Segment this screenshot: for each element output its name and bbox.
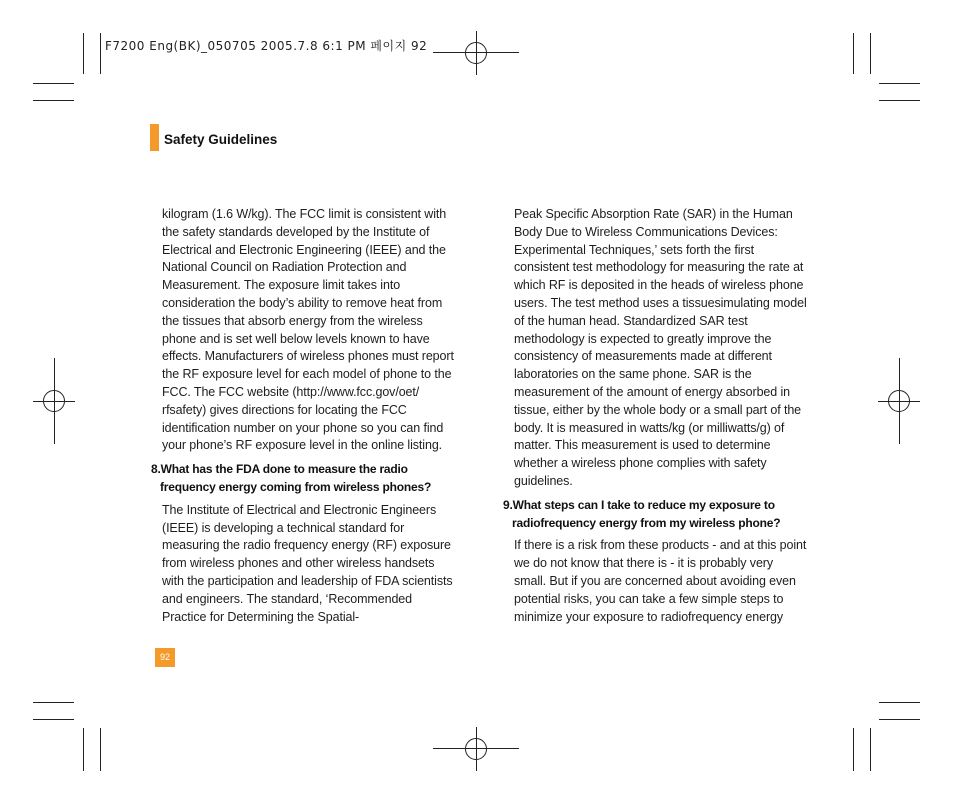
question-text: What has the FDA done to measure the radio: [160, 462, 408, 477]
section-accent-bar: [150, 124, 159, 151]
crop-mark: [33, 702, 74, 703]
crop-mark: [83, 33, 84, 74]
registration-mark-top: [433, 31, 519, 75]
question-number: 8.: [151, 462, 161, 477]
body-paragraph: If there is a risk from these products - and at this point we do not know that there is - it is probably very small. But if you are concerned about avoiding even potential risks, you can take a few simple steps to minimize your exposure to radiofrequency energy: [514, 538, 807, 624]
body-paragraph: Peak Specific Absorption Rate (SAR) in the Human Body Due to Wireless Communications Devices: Experimental Techniques,’ sets forth the first consistent test methodology for measuring the rate at which RF is deposited in the heads of wireless phone users. The test method uses a tissuesimulating model of the human head. Standardized SAR test methodology is expected to greatly improve the consistency of measurements made at different laboratories on the same phone. SAR is the measurement of the amount of energy absorbed in tissue, either by the whole body or a small part of the body. It is measured in watts/kg (or milliwatts/g) of matter. This measurement is used to determine whether a wireless phone complies with safety guidelines.: [514, 207, 807, 488]
question-text: radiofrequency energy from my wireless phone?: [512, 515, 781, 530]
registration-mark-bottom: [433, 727, 519, 771]
page-number-badge: 92: [155, 648, 175, 667]
crop-mark: [879, 100, 920, 101]
left-column: [151, 206, 456, 626]
crop-mark: [100, 33, 101, 74]
question-heading: [151, 461, 456, 497]
crop-mark: [33, 83, 74, 84]
body-paragraph: The Institute of Electrical and Electronic Engineers (IEEE) is developing a technical standard for measuring the radio frequency energy (RF) exposure from wireless phones and other wireless handsets with the participation and leadership of FDA scientists and engineers. The standard, ‘Recommended Practice for Determining the Spatial-: [162, 502, 453, 624]
crop-mark: [870, 33, 871, 74]
question-text: frequency energy coming from wireless phones?: [160, 479, 432, 494]
crop-mark: [853, 728, 854, 771]
registration-mark-right: [878, 358, 920, 444]
section-title: Safety Guidelines: [164, 132, 278, 147]
crop-mark: [879, 702, 920, 703]
crop-mark: [33, 100, 74, 101]
crop-mark: [853, 33, 854, 74]
crop-mark: [879, 83, 920, 84]
question-number: 9.: [503, 497, 513, 512]
question-heading: [503, 497, 808, 533]
body-paragraph: kilogram (1.6 W/kg). The FCC limit is consistent with the safety standards developed by the Institute of Electrical and Electronic Engineering (IEEE) and the National Council on Radiation Protection and Measurement. The exposure limit takes into consideration the body’s ability to remove heat from the tissues that absorb energy from the wireless phone and is set well below levels known to have effects. Manufacturers of wireless phones must report the RF exposure level for each model of phone to the FCC. The FCC website (http://www.fcc.gov/oet/ rfsafety) gives directions for locating the FCC identification number on your phone so you can find your phone’s RF exposure level in the online listing.: [162, 207, 454, 453]
crop-mark: [33, 719, 74, 720]
crop-mark: [870, 728, 871, 771]
question-text: What steps can I take to reduce my exposure to: [512, 497, 775, 512]
print-slug: F7200 Eng(BK)_050705 2005.7.8 6:1 PM 페이지 92: [105, 39, 428, 53]
crop-mark: [83, 728, 84, 771]
crop-mark: [879, 719, 920, 720]
right-column: [503, 206, 808, 626]
crop-mark: [100, 728, 101, 771]
registration-mark-left: [33, 358, 75, 444]
